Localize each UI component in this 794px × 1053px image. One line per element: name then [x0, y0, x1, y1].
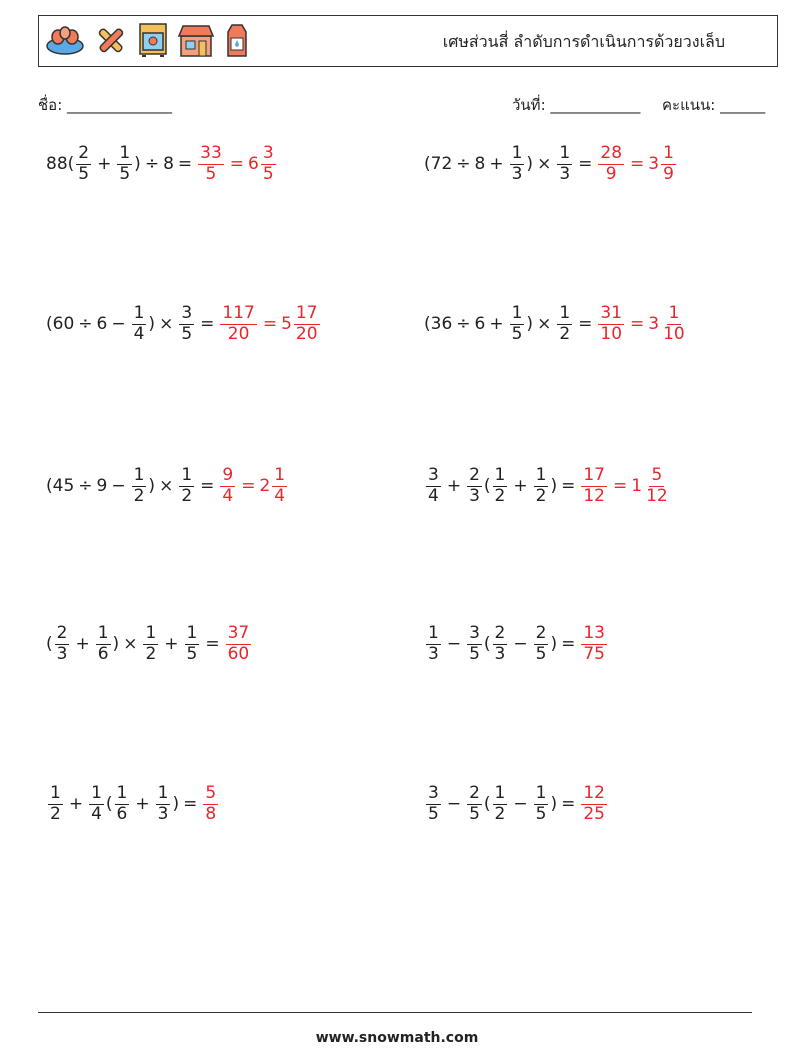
answer: [596, 304, 688, 344]
fraction: [198, 144, 224, 184]
denominator: 5: [205, 163, 217, 184]
denominator: 10: [600, 323, 623, 344]
numerator: 1: [535, 783, 547, 803]
fraction: [261, 144, 276, 184]
answer: [196, 144, 278, 184]
denominator: 60: [227, 643, 250, 664]
term: (: [483, 634, 491, 655]
fraction: [581, 624, 607, 664]
problem-4: [424, 304, 689, 344]
operator: =: [578, 154, 593, 175]
whole-part: 6: [248, 154, 259, 175]
fraction: [661, 144, 676, 184]
numerator: 2: [469, 783, 480, 803]
numerator: 31: [600, 303, 623, 323]
denominator: 75: [583, 643, 605, 664]
whole-part: 3: [648, 314, 660, 335]
milk-carton-icon: [223, 22, 251, 58]
numerator: 13: [583, 623, 605, 643]
footer-url: www.snowmath.com: [315, 1030, 479, 1046]
worksheet-title: เศษส่วนสี่ ลำดับการดำเนินการด้วยวงเล็บ: [442, 32, 725, 51]
fraction: [534, 784, 549, 824]
numerator: 1: [133, 465, 145, 485]
operator: =: [561, 476, 576, 497]
operator: =: [205, 634, 220, 655]
term: (45: [46, 476, 75, 497]
operator: +: [164, 634, 179, 655]
operator: =: [612, 476, 628, 497]
fraction: [132, 466, 147, 506]
fraction: [179, 466, 194, 506]
numerator: 9: [222, 465, 234, 485]
numerator: 1: [274, 465, 286, 485]
fraction: [510, 304, 525, 344]
fraction: [226, 624, 252, 664]
fraction: [89, 784, 104, 824]
numerator: 2: [535, 623, 547, 643]
numerator: 1: [511, 303, 523, 323]
date-field: วันที่: ____________: [512, 96, 641, 114]
numerator: 1: [494, 465, 506, 485]
answer: [224, 624, 254, 664]
fraction: [467, 784, 482, 824]
numerator: 1: [663, 143, 674, 163]
denominator: 4: [274, 485, 286, 506]
denominator: 5: [469, 643, 480, 664]
problem-10: [424, 784, 609, 824]
numerator: 1: [668, 303, 680, 323]
problem-9: [46, 784, 220, 824]
answer: [579, 784, 609, 824]
problem-8: [424, 624, 609, 664]
term: ): [148, 476, 156, 497]
denominator: 5: [262, 163, 274, 184]
numerator: 3: [181, 303, 193, 323]
fraction: [156, 784, 171, 824]
numerator: 5: [651, 465, 663, 485]
rolling-pin-icon: [93, 22, 129, 58]
operator: =: [630, 314, 645, 335]
operator: =: [200, 476, 215, 497]
numerator: 1: [186, 623, 198, 643]
answer: [579, 466, 671, 506]
numerator: 3: [469, 623, 480, 643]
numerator: 5: [205, 783, 217, 803]
name-field: ชื่อ: ______________: [38, 96, 173, 114]
numerator: 1: [157, 783, 169, 803]
fraction: [467, 624, 482, 664]
denominator: 8: [205, 803, 217, 824]
denominator: 3: [494, 643, 506, 664]
denominator: 9: [605, 163, 617, 184]
term: 9: [96, 476, 108, 497]
score-field: คะแนน: ______: [662, 96, 766, 114]
term: ): [526, 314, 534, 335]
mixed-number: [648, 144, 678, 184]
problem-3: [46, 304, 322, 344]
term: 6: [474, 314, 486, 335]
denominator: 4: [428, 485, 439, 506]
operator: =: [200, 314, 215, 335]
denominator: 20: [227, 323, 250, 344]
numerator: 3: [428, 465, 439, 485]
term: (60: [46, 314, 75, 335]
fraction: [598, 304, 624, 344]
fraction: [185, 624, 200, 664]
numerator: 33: [200, 143, 222, 163]
denominator: 12: [646, 485, 668, 506]
numerator: 28: [600, 143, 623, 163]
term: 6: [96, 314, 108, 335]
operator: ×: [159, 476, 174, 497]
term: ): [148, 314, 156, 335]
denominator: 2: [494, 803, 506, 824]
fraction: [294, 304, 320, 344]
operator: =: [630, 154, 645, 175]
fraction: [55, 624, 70, 664]
whole-part: 3: [648, 154, 660, 175]
operator: +: [489, 154, 504, 175]
fraction: [510, 144, 525, 184]
numerator: 1: [494, 783, 506, 803]
term: ): [172, 794, 180, 815]
answer: [201, 784, 220, 824]
fraction: [644, 466, 670, 506]
operator: =: [229, 154, 245, 175]
term: 8: [163, 154, 174, 175]
denominator: 5: [428, 803, 439, 824]
operator: −: [446, 634, 462, 655]
denominator: 10: [663, 323, 685, 344]
fraction: [272, 466, 287, 506]
fraction: [179, 304, 194, 344]
denominator: 5: [511, 323, 523, 344]
answer: [218, 304, 321, 344]
denominator: 3: [56, 643, 68, 664]
fraction: [493, 466, 508, 506]
term: (: [105, 794, 113, 815]
eggs-icon: [45, 22, 85, 58]
operator: ÷: [456, 154, 471, 175]
denominator: 5: [535, 803, 547, 824]
fraction: [220, 304, 256, 344]
operator: ÷: [144, 154, 160, 175]
denominator: 2: [559, 323, 571, 344]
operator: =: [177, 154, 193, 175]
operator: −: [446, 794, 462, 815]
numerator: 1: [50, 783, 61, 803]
fraction: [76, 144, 91, 184]
denominator: 2: [494, 485, 506, 506]
term: (72: [424, 154, 453, 175]
operator: +: [75, 634, 90, 655]
term: 8: [474, 154, 486, 175]
answer: [596, 144, 678, 184]
denominator: 6: [97, 643, 109, 664]
fraction: [581, 466, 607, 506]
operator: ×: [159, 314, 174, 335]
denominator: 2: [535, 485, 547, 506]
fraction: [534, 624, 549, 664]
denominator: 2: [133, 485, 145, 506]
numerator: 117: [222, 303, 255, 323]
numerator: 3: [262, 143, 274, 163]
denominator: 9: [663, 163, 674, 184]
fraction: [132, 304, 147, 344]
term: (: [483, 476, 491, 497]
answer: [218, 466, 289, 506]
numerator: 1: [511, 143, 523, 163]
operator: +: [446, 476, 462, 497]
operator: +: [489, 314, 504, 335]
fraction: [96, 624, 111, 664]
denominator: 4: [222, 485, 234, 506]
fraction: [426, 624, 441, 664]
operator: −: [513, 794, 528, 815]
problem-2: [424, 144, 678, 184]
numerator: 1: [133, 303, 145, 323]
fraction: [115, 784, 130, 824]
oven-icon: [137, 22, 169, 58]
operator: =: [578, 314, 593, 335]
operator: =: [262, 314, 278, 335]
term: ): [550, 634, 558, 655]
numerator: 1: [428, 623, 439, 643]
mixed-number: [248, 144, 278, 184]
operator: =: [561, 634, 576, 655]
fraction: [493, 784, 508, 824]
operator: ×: [537, 154, 552, 175]
numerator: 1: [97, 623, 109, 643]
denominator: 3: [469, 485, 480, 506]
denominator: 5: [186, 643, 198, 664]
numerator: 2: [78, 143, 90, 163]
operator: −: [111, 476, 126, 497]
fraction: [581, 784, 607, 824]
problem-6: [424, 466, 672, 506]
mixed-number: [281, 304, 321, 344]
fraction: [48, 784, 63, 824]
fraction: [557, 144, 572, 184]
mixed-number: [648, 304, 688, 344]
denominator: 3: [559, 163, 571, 184]
numerator: 1: [535, 465, 547, 485]
numerator: 1: [116, 783, 128, 803]
numerator: 2: [469, 465, 480, 485]
numerator: 2: [494, 623, 506, 643]
fraction: [426, 784, 441, 824]
fraction: [467, 466, 482, 506]
denominator: 6: [116, 803, 128, 824]
denominator: 3: [157, 803, 169, 824]
numerator: 1: [181, 465, 193, 485]
operator: =: [241, 476, 256, 497]
term: ): [526, 154, 534, 175]
denominator: 3: [511, 163, 523, 184]
term: 88(: [46, 154, 75, 175]
numerator: 3: [428, 783, 439, 803]
operator: ×: [123, 634, 138, 655]
term: (36: [424, 314, 453, 335]
term: ): [134, 154, 141, 175]
fraction: [426, 466, 441, 506]
denominator: 3: [428, 643, 439, 664]
denominator: 5: [181, 323, 193, 344]
denominator: 20: [295, 323, 318, 344]
fraction: [117, 144, 132, 184]
operator: −: [111, 314, 126, 335]
operator: =: [561, 794, 576, 815]
numerator: 37: [227, 623, 250, 643]
denominator: 4: [91, 803, 102, 824]
numerator: 2: [56, 623, 68, 643]
mixed-number: [259, 466, 289, 506]
denominator: 2: [181, 485, 193, 506]
operator: −: [513, 634, 528, 655]
whole-part: 5: [281, 314, 292, 335]
operator: ÷: [456, 314, 471, 335]
denominator: 4: [133, 323, 145, 344]
whole-part: 1: [631, 476, 643, 497]
term: ): [112, 634, 120, 655]
fraction: [557, 304, 572, 344]
fraction: [143, 624, 158, 664]
numerator: 1: [91, 783, 102, 803]
footer-divider: [38, 1012, 752, 1013]
denominator: 2: [145, 643, 157, 664]
term: (: [46, 634, 53, 655]
problem-1: [46, 144, 278, 184]
operator: =: [183, 794, 198, 815]
operator: +: [97, 154, 112, 175]
fraction: [661, 304, 687, 344]
denominator: 5: [469, 803, 480, 824]
numerator: 17: [583, 465, 605, 485]
worksheet-header: [38, 15, 778, 67]
operator: ÷: [78, 314, 93, 335]
denominator: 5: [119, 163, 131, 184]
mixed-number: [631, 466, 671, 506]
operator: +: [68, 794, 84, 815]
fraction: [493, 624, 508, 664]
numerator: 1: [559, 303, 571, 323]
fraction: [598, 144, 624, 184]
operator: ÷: [78, 476, 93, 497]
operator: +: [135, 794, 150, 815]
term: ): [550, 476, 558, 497]
numerator: 1: [119, 143, 131, 163]
denominator: 5: [535, 643, 547, 664]
fraction: [534, 466, 549, 506]
denominator: 25: [583, 803, 605, 824]
denominator: 5: [78, 163, 90, 184]
answer: [579, 624, 609, 664]
numerator: 1: [145, 623, 157, 643]
operator: +: [513, 476, 528, 497]
fraction: [220, 466, 235, 506]
term: ): [550, 794, 558, 815]
numerator: 12: [583, 783, 605, 803]
operator: ×: [537, 314, 552, 335]
header-icons: [45, 22, 251, 58]
whole-part: 2: [259, 476, 271, 497]
problem-7: [46, 624, 253, 664]
numerator: 1: [559, 143, 571, 163]
denominator: 2: [50, 803, 61, 824]
problem-5: [46, 466, 289, 506]
denominator: 12: [583, 485, 605, 506]
term: (: [483, 794, 491, 815]
fraction: [203, 784, 218, 824]
numerator: 17: [295, 303, 318, 323]
shop-icon: [177, 22, 215, 58]
